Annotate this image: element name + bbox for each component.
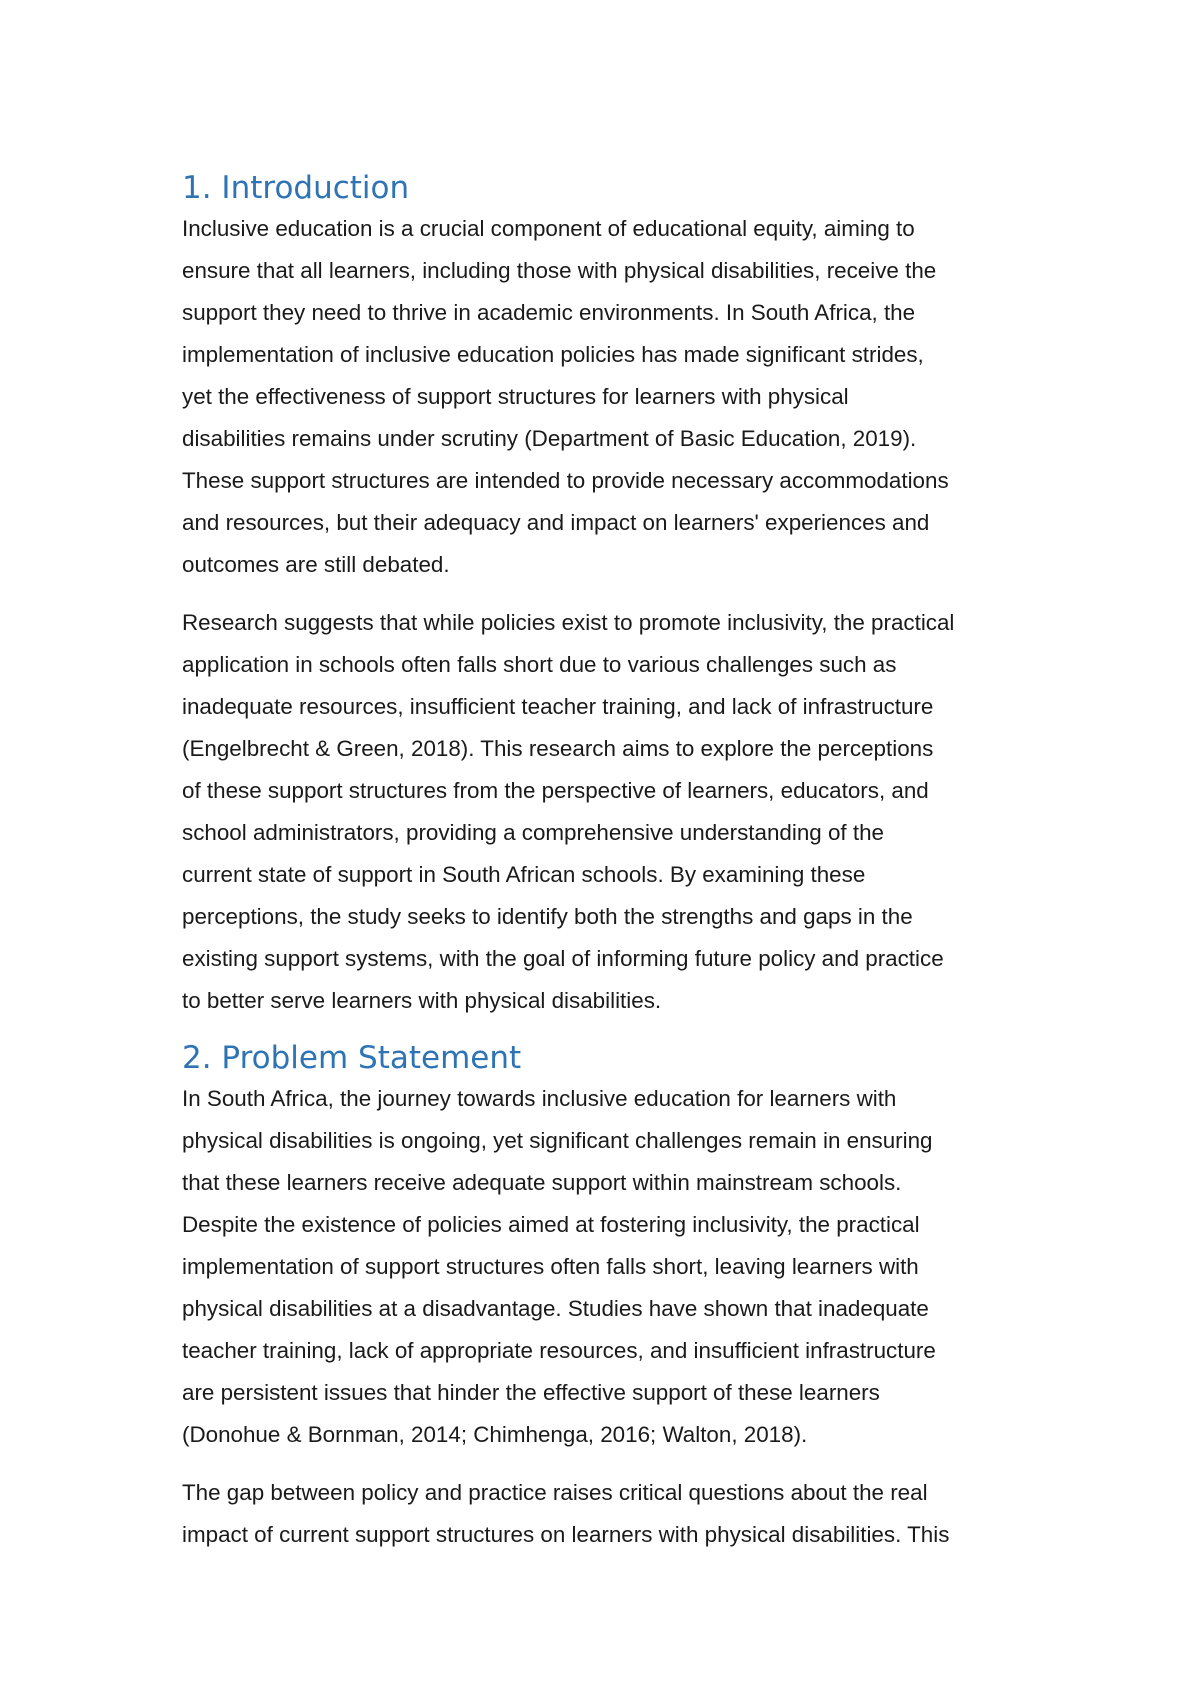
text-line: of these support structures from the perspective of learners, educators, and (182, 778, 929, 803)
text-line: physical disabilities is ongoing, yet significant challenges remain in ensuring (182, 1128, 933, 1153)
text-line: yet the effectiveness of support structures for learners with physical (182, 384, 849, 409)
text-line: outcomes are still debated. (182, 552, 450, 577)
text-line: Research suggests that while policies exist to promote inclusivity, the practical (182, 610, 955, 635)
paragraph (182, 1472, 1032, 1556)
text-line: perceptions, the study seeks to identify both the strengths and gaps in the (182, 904, 913, 929)
text-line: that these learners receive adequate support within mainstream schools. (182, 1170, 902, 1195)
text-line: and resources, but their adequacy and impact on learners' experiences and (182, 510, 930, 535)
text-line: current state of support in South African schools. By examining these (182, 862, 866, 887)
text-line: ensure that all learners, including those with physical disabilities, receive the (182, 258, 937, 283)
section-heading: 2. Problem Statement (182, 1040, 522, 1076)
section-introduction (182, 168, 1032, 1022)
text-line: are persistent issues that hinder the effective support of these learners (182, 1380, 880, 1405)
text-line: impact of current support structures on learners with physical disabilities. This (182, 1522, 950, 1547)
section-heading: 1. Introduction (182, 170, 410, 206)
text-line: The gap between policy and practice raises critical questions about the real (182, 1480, 928, 1505)
text-line: support they need to thrive in academic environments. In South Africa, the (182, 300, 916, 325)
paragraph (182, 208, 1032, 586)
text-line: teacher training, lack of appropriate resources, and insufficient infrastructure (182, 1338, 936, 1363)
text-line: to better serve learners with physical disabilities. (182, 988, 662, 1013)
text-line: physical disabilities at a disadvantage. Studies have shown that inadequate (182, 1296, 929, 1321)
text-line: application in schools often falls short due to various challenges such as (182, 652, 897, 677)
text-line: Despite the existence of policies aimed at fostering inclusivity, the practical (182, 1212, 920, 1237)
paragraph (182, 1078, 1032, 1456)
text-line: (Donohue & Bornman, 2014; Chimhenga, 2016; Walton, 2018). (182, 1422, 808, 1447)
text-line: (Engelbrecht & Green, 2018). This research aims to explore the perceptions (182, 736, 934, 761)
paragraph (182, 602, 1032, 1022)
text-line: In South Africa, the journey towards inclusive education for learners with (182, 1086, 897, 1111)
text-line: These support structures are intended to provide necessary accommodations (182, 468, 949, 493)
text-line: implementation of inclusive education policies has made significant strides, (182, 342, 924, 367)
section-problem-statement (182, 1038, 1032, 1556)
text-line: inadequate resources, insufficient teacher training, and lack of infrastructure (182, 694, 934, 719)
text-line: school administrators, providing a comprehensive understanding of the (182, 820, 884, 845)
text-line: disabilities remains under scrutiny (Department of Basic Education, 2019). (182, 426, 917, 451)
document-body (182, 168, 1032, 1556)
text-line: implementation of support structures often falls short, leaving learners with (182, 1254, 919, 1279)
text-line: existing support systems, with the goal of informing future policy and practice (182, 946, 944, 971)
text-line: Inclusive education is a crucial component of educational equity, aiming to (182, 216, 915, 241)
